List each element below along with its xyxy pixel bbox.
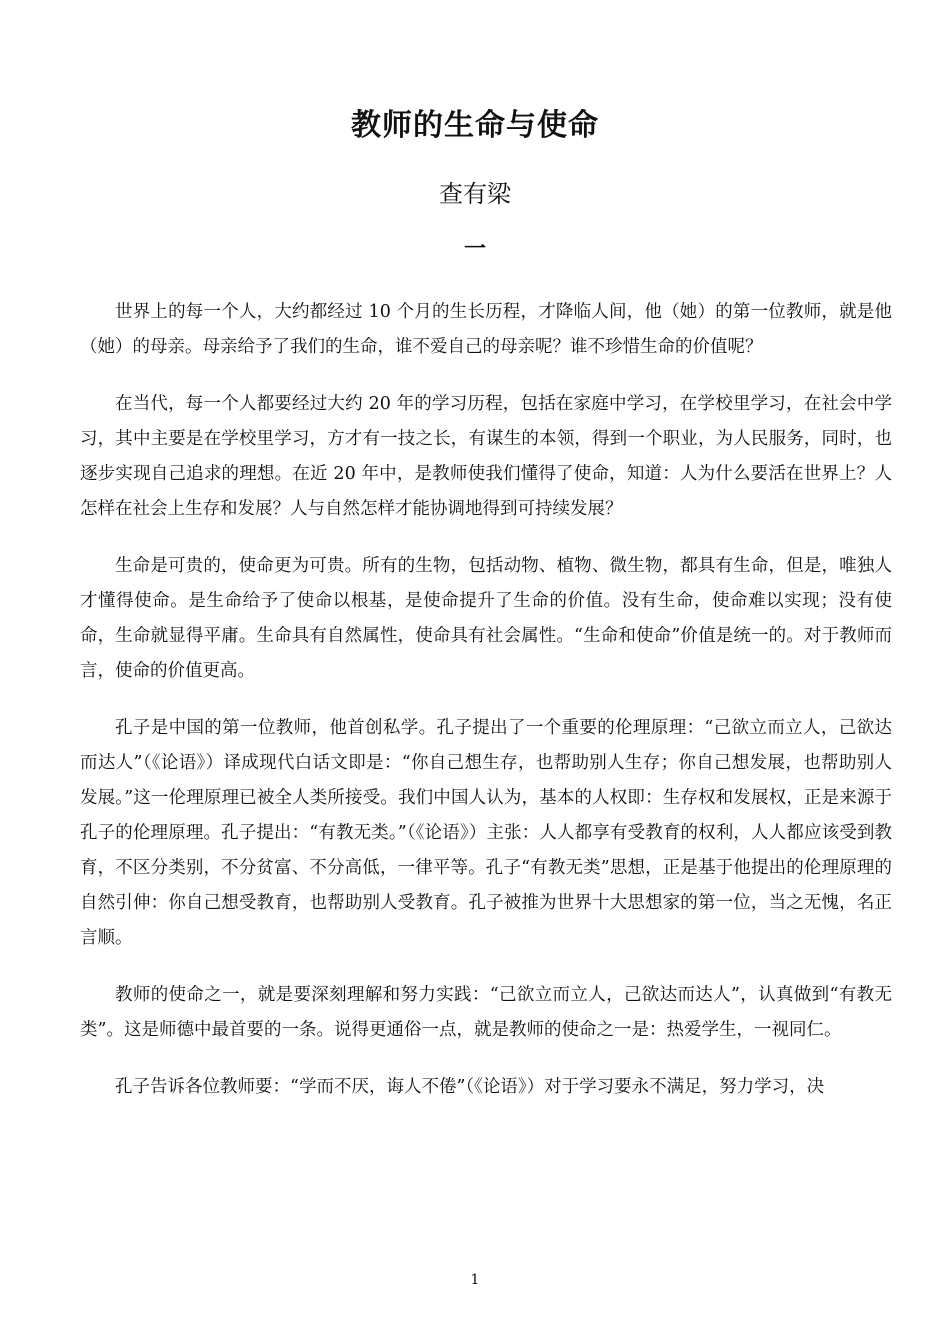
paragraph: 教师的使命之一，就是要深刻理解和努力实践：“己欲立而立人，己欲达而达人”，认真做到“有教无类”。这是师德中最首要的一条。说得更通俗一点，就是教师的使命之一是：热爱学生，一视同仁。 [80, 985, 892, 1040]
paragraph: 在当代，每一个人都要经过大约 20 年的学习历程，包括在家庭中学习，在学校里学习，在社会中学习，其中主要是在学校里学习，方才有一技之长，有谋生的本领，得到一个职业，为人民服务，同时，也逐步实现自己追求的理想。在近 20 年中，是教师使我们懂得了使命，知道：人为什么要活在世界上？人怎样在社会上生存和发展？人与自然怎样才能协调地得到可持续发展？ [80, 394, 892, 519]
author-name: 查有梁 [439, 180, 511, 208]
paragraph: 孔子是中国的第一位教师，他首创私学。孔子提出了一个重要的伦理原理：“己欲立而立人，己欲达而达人”（《论语》）译成现代白话文即是：“你自己想生存，也帮助别人生存；你自己想发展，也帮助别人发展。”这一伦理原理已被全人类所接受。我们中国人认为，基本的人权即：生存权和发展权，正是来源于孔子的伦理原理。孔子提出：“有教无类。”（《论语》）主张：人人都享有受教育的权利，人人都应该受到教育，不区分类别，不分贫富、不分高低，一律平等。孔子“有教无类”思想，正是基于他提出的伦理原理的自然引伸：你自己想受教育，也帮助别人受教育。孔子被推为世界十大思想家的第一位，当之无愧，名正言顺。 [80, 718, 892, 948]
paragraph: 世界上的每一个人，大约都经过 10 个月的生长历程，才降临人间，他（她）的第一位教师，就是他（她）的母亲。母亲给予了我们的生命，谁不爱自己的母亲呢？谁不珍惜生命的价值呢？ [80, 302, 892, 357]
paragraph: 孔子告诉各位教师要：“学而不厌，诲人不倦”（《论语》）对于学习要永不满足，努力学习，决 [115, 1077, 825, 1097]
body-text [80, 295, 892, 1127]
section-number: 一 [463, 236, 486, 262]
page-number: 1 [470, 1272, 480, 1288]
document-title: 教师的生命与使命 [351, 108, 599, 143]
paragraph: 生命是可贵的，使命更为可贵。所有的生物，包括动物、植物、微生物，都具有生命，但是，唯独人才懂得使命。是生命给予了使命以根基，是使命提升了生命的价值。没有生命，使命难以实现；没有使命，生命就显得平庸。生命具有自然属性，使命具有社会属性。“生命和使命”价值是统一的。对于教师而言，使命的价值更高。 [80, 556, 892, 681]
